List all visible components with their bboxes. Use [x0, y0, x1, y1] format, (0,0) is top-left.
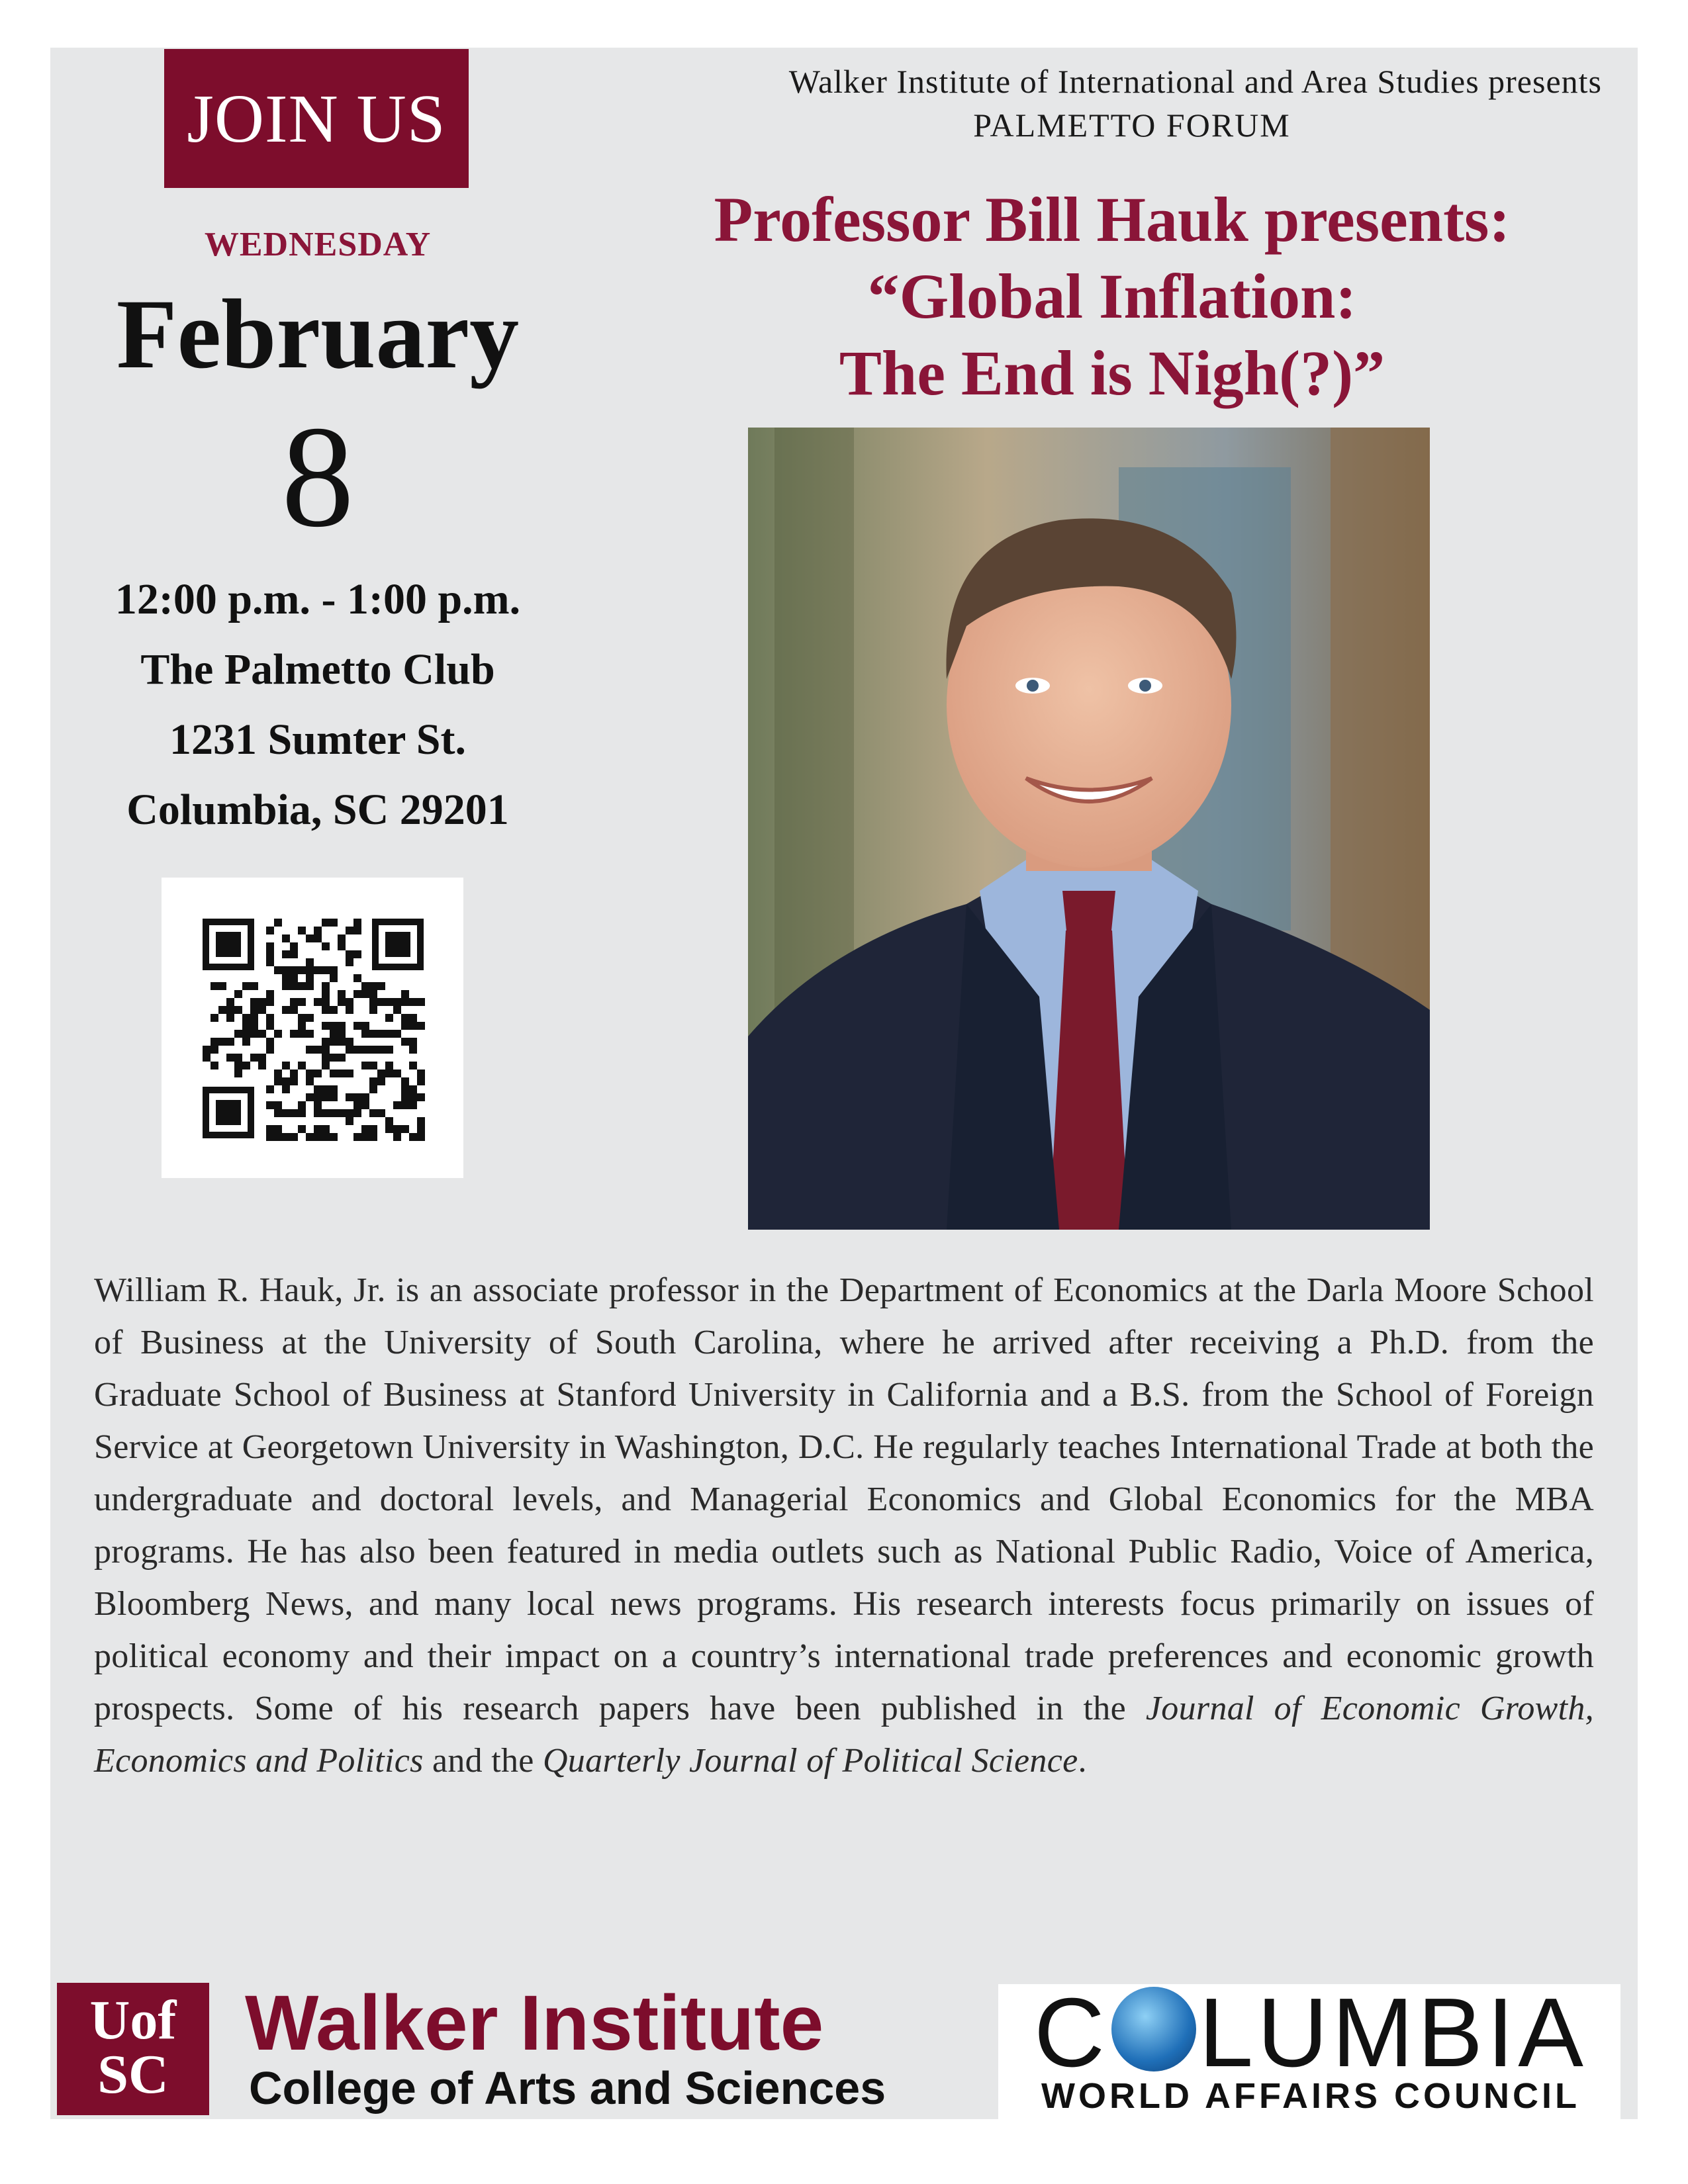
qr-module: [369, 1133, 377, 1141]
qr-module: [409, 1062, 417, 1069]
qr-module: [226, 1006, 234, 1014]
event-day: 8: [281, 396, 354, 557]
qr-module: [338, 1109, 346, 1117]
qr-module: [361, 1022, 369, 1030]
forum-name: PALMETTO FORUM: [973, 107, 1291, 144]
qr-module: [234, 1006, 242, 1014]
qr-module: [314, 927, 322, 934]
qr-module: [290, 982, 298, 990]
qr-module: [274, 1125, 282, 1133]
qr-module: [361, 990, 369, 998]
qr-module: [250, 1006, 258, 1014]
qr-module: [306, 1069, 314, 1077]
qr-module: [282, 974, 290, 982]
qr-module: [401, 1093, 409, 1101]
qr-module: [266, 942, 274, 950]
bio-end: .: [1078, 1742, 1087, 1780]
qr-module: [409, 998, 417, 1006]
qr-module: [377, 982, 385, 990]
qr-module: [314, 1093, 322, 1101]
qr-module: [282, 1109, 290, 1117]
qr-module: [322, 966, 330, 974]
qr-module: [282, 1133, 290, 1141]
qr-module: [417, 1093, 425, 1101]
qr-module: [417, 1022, 425, 1030]
qr-module: [282, 950, 290, 958]
qr-module: [306, 934, 314, 942]
qr-module: [393, 1006, 401, 1014]
qr-module: [322, 990, 330, 998]
qr-module: [369, 1085, 377, 1093]
qr-module: [369, 998, 377, 1006]
qr-module: [409, 1133, 417, 1141]
qr-module: [306, 1093, 314, 1101]
qr-module: [346, 1069, 353, 1077]
qr-module: [385, 1062, 393, 1069]
qr-module: [385, 1014, 393, 1022]
qr-module: [266, 950, 274, 958]
qr-module: [242, 1022, 250, 1030]
qr-module: [306, 1133, 314, 1141]
qr-module: [266, 1101, 274, 1109]
uofsc-logo: [57, 1983, 209, 2115]
qr-module: [361, 1133, 369, 1141]
cwac-logo-title: [1006, 1978, 1615, 2087]
qr-module: [322, 1038, 330, 1046]
qr-module: [282, 1006, 290, 1014]
qr-module: [322, 1062, 330, 1069]
qr-module: [218, 1038, 226, 1046]
qr-module: [298, 1022, 306, 1030]
qr-module: [266, 1038, 274, 1046]
qr-module: [369, 982, 377, 990]
qr-module: [330, 1006, 338, 1014]
qr-module: [353, 927, 361, 934]
event-city: Columbia, SC 29201: [126, 786, 509, 834]
qr-module: [377, 998, 385, 1006]
qr-module: [298, 1109, 306, 1117]
qr-module: [409, 1014, 417, 1022]
qr-module: [338, 1022, 346, 1030]
qr-module: [306, 966, 314, 974]
qr-module: [377, 1077, 385, 1085]
qr-module: [361, 1030, 369, 1038]
qr-module: [338, 1030, 346, 1038]
qr-module: [290, 1030, 298, 1038]
qr-module: [330, 1054, 338, 1062]
qr-module: [417, 1077, 425, 1085]
qr-module: [298, 982, 306, 990]
qr-module: [226, 1054, 234, 1062]
join-us-banner: [164, 49, 469, 188]
qr-module: [417, 1117, 425, 1125]
qr-module: [409, 1101, 417, 1109]
qr-module: [338, 998, 346, 1006]
qr-module: [274, 966, 282, 974]
bio-connector: and the: [423, 1742, 543, 1780]
qr-module: [282, 982, 290, 990]
qr-module: [266, 1022, 274, 1030]
qr-module: [361, 1062, 369, 1069]
qr-module: [377, 1046, 385, 1054]
qr-module: [282, 1085, 290, 1093]
qr-module: [353, 1046, 361, 1054]
qr-module: [298, 966, 306, 974]
qr-module: [211, 1038, 218, 1046]
qr-module: [282, 1077, 290, 1085]
qr-module: [298, 1030, 306, 1038]
qr-module: [338, 990, 346, 998]
qr-module: [322, 1093, 330, 1101]
qr-module: [330, 1038, 338, 1046]
qr-module: [393, 1030, 401, 1038]
qr-module: [314, 1133, 322, 1141]
bio-journal-1: Journal of Economic Growth, Economics and Politics: [94, 1690, 1594, 1780]
qr-module: [322, 1125, 330, 1133]
qr-module: [266, 1046, 274, 1054]
qr-module: [377, 1030, 385, 1038]
qr-module: [226, 998, 234, 1006]
qr-module: [338, 942, 346, 950]
qr-module: [306, 982, 314, 990]
uofsc-logo-line-2: SC: [97, 2044, 169, 2105]
event-weekday: WEDNESDAY: [204, 226, 432, 263]
qr-module: [250, 1030, 258, 1038]
qr-module: [409, 1093, 417, 1101]
qr-module: [346, 1093, 353, 1101]
qr-module: [361, 1093, 369, 1101]
qr-module: [330, 974, 338, 982]
qr-module: [234, 1069, 242, 1077]
qr-module: [330, 1133, 338, 1141]
qr-module: [330, 1022, 338, 1030]
qr-module: [290, 974, 298, 982]
talk-title-line-2: “Global Inflation:: [867, 261, 1357, 332]
qr-module: [290, 1006, 298, 1014]
qr-module: [322, 1109, 330, 1117]
qr-module: [346, 1038, 353, 1046]
qr-module: [298, 1014, 306, 1022]
qr-module: [353, 1109, 361, 1117]
qr-module: [377, 1109, 385, 1117]
qr-module: [338, 1054, 346, 1062]
qr-module: [346, 1046, 353, 1054]
qr-module: [250, 1054, 258, 1062]
qr-code[interactable]: [162, 878, 463, 1178]
bio-journal-2: Quarterly Journal of Political Science: [542, 1742, 1078, 1780]
qr-module: [330, 1085, 338, 1093]
qr-module: [361, 1101, 369, 1109]
qr-module: [306, 1077, 314, 1085]
qr-module: [290, 1069, 298, 1077]
qr-module: [242, 982, 250, 990]
cwac-title-rest: LUMBIA: [1198, 1978, 1587, 2087]
qr-module: [266, 958, 274, 966]
qr-module: [314, 1109, 322, 1117]
qr-module: [290, 942, 298, 950]
qr-module: [298, 998, 306, 1006]
qr-module: [211, 1046, 218, 1054]
qr-module: [401, 1077, 409, 1085]
qr-module: [211, 982, 218, 990]
qr-module: [274, 1077, 282, 1085]
qr-module: [346, 1117, 353, 1125]
presenter-line: Walker Institute of International and Area Studies presents: [788, 63, 1602, 100]
qr-module: [353, 950, 361, 958]
qr-module: [266, 927, 274, 934]
qr-module: [353, 1133, 361, 1141]
qr-module: [274, 1030, 282, 1038]
qr-module: [234, 1054, 242, 1062]
qr-module: [242, 1062, 250, 1069]
qr-module: [290, 1077, 298, 1085]
qr-module: [338, 1038, 346, 1046]
qr-module: [369, 990, 377, 998]
qr-module: [250, 1022, 258, 1030]
qr-module: [314, 1125, 322, 1133]
speaker-photo: [748, 428, 1430, 1230]
qr-module: [393, 1125, 401, 1133]
qr-module: [266, 998, 274, 1006]
qr-module: [306, 1030, 314, 1038]
qr-module: [266, 1085, 274, 1093]
qr-module: [290, 1133, 298, 1141]
qr-module: [306, 974, 314, 982]
event-venue: The Palmetto Club: [140, 645, 495, 694]
qr-module: [266, 1125, 274, 1133]
qr-module: [353, 974, 361, 982]
walker-institute-subtitle: College of Arts and Sciences: [249, 2062, 886, 2114]
qr-module: [226, 1038, 234, 1046]
qr-module: [385, 1125, 393, 1133]
qr-module: [393, 1069, 401, 1077]
qr-module: [393, 1133, 401, 1141]
talk-title-line-3: The End is Nigh(?)”: [839, 338, 1385, 408]
qr-module: [282, 934, 290, 942]
qr-module: [330, 966, 338, 974]
qr-module: [353, 1093, 361, 1101]
qr-module: [322, 919, 330, 927]
qr-module: [211, 1014, 218, 1022]
event-month: February: [116, 279, 520, 389]
qr-module: [346, 998, 353, 1006]
qr-module: [250, 998, 258, 1006]
qr-module: [203, 1054, 211, 1062]
qr-module: [322, 942, 330, 950]
qr-module: [369, 1077, 377, 1085]
qr-module: [417, 1069, 425, 1077]
qr-module: [314, 1101, 322, 1109]
qr-module: [314, 1046, 322, 1054]
qr-module: [369, 1030, 377, 1038]
qr-module: [346, 927, 353, 934]
qr-module: [322, 1054, 330, 1062]
qr-module: [274, 1101, 282, 1109]
qr-module: [393, 998, 401, 1006]
qr-module: [385, 1030, 393, 1038]
speaker-portrait: [748, 428, 1430, 1230]
qr-module: [330, 1069, 338, 1077]
cwac-logo-subtitle: WORLD AFFAIRS COUNCIL: [1041, 2076, 1580, 2116]
qr-module: [274, 1133, 282, 1141]
qr-module: [401, 990, 409, 998]
qr-module: [338, 1069, 346, 1077]
qr-module: [211, 1062, 218, 1069]
qr-module: [306, 1014, 314, 1022]
qr-module: [298, 1101, 306, 1109]
qr-module: [330, 919, 338, 927]
talk-title-line-1: Professor Bill Hauk presents:: [714, 184, 1511, 255]
qr-module: [369, 1109, 377, 1117]
qr-module: [361, 982, 369, 990]
qr-module: [290, 950, 298, 958]
qr-module: [258, 1062, 266, 1069]
qr-module: [353, 990, 361, 998]
qr-module: [290, 1109, 298, 1117]
qr-module: [369, 1062, 377, 1069]
qr-module: [401, 1022, 409, 1030]
qr-module: [417, 998, 425, 1006]
bio-text: William R. Hauk, Jr. is an associate professor in the Department of Economics at the Darla Moore School of Business at the University of South Carolina, where he arrived after receiving a Ph.D. from the Graduate School of Business at Stanford University in California and a B.S. from the School of Foreign Service at Georgetown University in Washington, D.C. He regularly teaches International Trade at both the undergraduate and doctoral levels, and Managerial Economics and Global Economics for the MBA programs. He has also been featured in media outlets such as National Public Radio, Voice of America, Bloomberg News, and many local news programs. His research interests focus primarily on issues of political economy and their impact on a country’s international trade preferences and economic growth prospects. Some of his research papers have been published in the: [94, 1271, 1594, 1727]
qr-module: [385, 1046, 393, 1054]
qr-module: [203, 1046, 211, 1054]
qr-module: [322, 998, 330, 1006]
qr-module: [322, 1046, 330, 1054]
qr-module: [314, 1085, 322, 1093]
qr-module: [385, 1117, 393, 1125]
qr-module: [242, 1014, 250, 1022]
qr-module: [409, 1038, 417, 1046]
qr-module: [330, 1093, 338, 1101]
walker-institute-title: Walker Institute: [245, 1979, 824, 2067]
qr-module: [417, 1133, 425, 1141]
qr-module: [234, 990, 242, 998]
qr-module: [266, 1133, 274, 1141]
cwac-title-c: C: [1034, 1978, 1109, 2087]
qr-module: [346, 1109, 353, 1117]
event-time: 12:00 p.m. - 1:00 p.m.: [115, 575, 521, 623]
qr-module: [234, 1030, 242, 1038]
qr-module: [282, 1062, 290, 1069]
qr-module: [401, 1101, 409, 1109]
event-street: 1231 Sumter St.: [169, 715, 466, 764]
qr-module: [322, 1133, 330, 1141]
qr-module: [274, 919, 282, 927]
qr-module: [282, 966, 290, 974]
qr-module: [258, 1030, 266, 1038]
qr-module: [361, 1125, 369, 1133]
qr-module: [314, 966, 322, 974]
qr-module: [346, 1006, 353, 1014]
qr-module: [306, 1046, 314, 1054]
qr-module: [322, 1085, 330, 1093]
qr-module: [353, 1101, 361, 1109]
qr-module: [322, 982, 330, 990]
qr-module: [401, 1038, 409, 1046]
qr-module: [218, 982, 226, 990]
qr-module: [369, 1006, 377, 1014]
globe-icon: [1111, 1987, 1196, 2071]
qr-code-graphic: [162, 878, 463, 1178]
qr-module: [385, 1069, 393, 1077]
qr-module: [417, 1125, 425, 1133]
qr-module: [258, 1054, 266, 1062]
qr-module: [242, 1030, 250, 1038]
qr-module: [298, 1062, 306, 1069]
qr-module: [250, 1014, 258, 1022]
qr-module: [401, 1125, 409, 1133]
qr-module: [385, 998, 393, 1006]
qr-module: [242, 1038, 250, 1046]
qr-module: [401, 998, 409, 1006]
qr-module: [369, 1125, 377, 1133]
qr-module: [330, 1109, 338, 1117]
join-us-label: JOIN US: [187, 80, 446, 157]
qr-module: [314, 998, 322, 1006]
qr-module: [377, 1069, 385, 1077]
qr-module: [353, 919, 361, 927]
qr-module: [258, 1006, 266, 1014]
qr-module: [314, 1069, 322, 1077]
qr-module: [338, 934, 346, 942]
uofsc-logo-line-1: Uof: [89, 1989, 177, 2051]
qr-module: [298, 1125, 306, 1133]
qr-module: [274, 1069, 282, 1077]
qr-module: [290, 998, 298, 1006]
qr-module: [290, 966, 298, 974]
qr-module: [369, 1046, 377, 1054]
qr-module: [306, 958, 314, 966]
qr-module: [361, 1046, 369, 1054]
qr-module: [401, 1085, 409, 1093]
qr-module: [401, 1014, 409, 1022]
qr-module: [234, 1062, 242, 1069]
qr-module: [218, 1006, 226, 1014]
qr-module: [266, 990, 274, 998]
qr-module: [353, 1022, 361, 1030]
qr-module: [258, 998, 266, 1006]
qr-module: [346, 958, 353, 966]
qr-module: [346, 950, 353, 958]
qr-module: [322, 1006, 330, 1014]
qr-module: [250, 982, 258, 990]
speaker-biography: [94, 1264, 1594, 1787]
qr-module: [314, 934, 322, 942]
qr-module: [266, 1014, 274, 1022]
qr-module: [330, 1030, 338, 1038]
qr-module: [274, 1109, 282, 1117]
qr-module: [409, 1022, 417, 1030]
qr-module: [409, 1085, 417, 1093]
qr-module: [298, 927, 306, 934]
qr-module: [409, 1046, 417, 1054]
qr-module: [226, 1014, 234, 1022]
qr-module: [393, 1101, 401, 1109]
qr-module: [322, 1022, 330, 1030]
